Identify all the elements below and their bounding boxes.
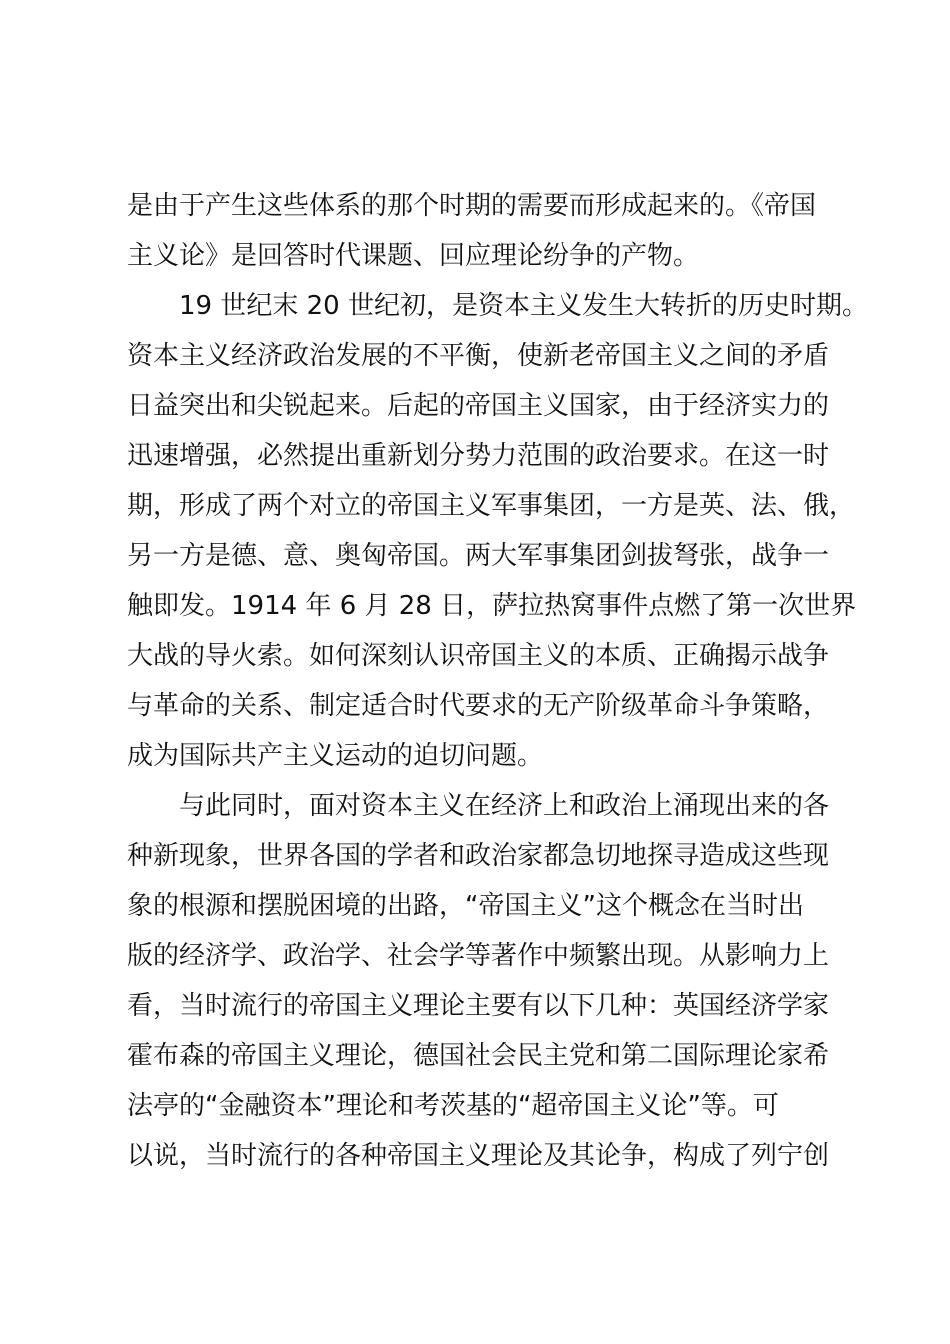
text-line: 种新现象，世界各国的学者和政治家都急切地探寻造成这些现 bbox=[127, 841, 830, 871]
text-line: 看，当时流行的帝国主义理论主要有以下几种：英国经济学家 bbox=[127, 991, 830, 1021]
paragraph-start-line: 19 世纪末 20 世纪初，是资本主义发生大转折的历史时期。 bbox=[179, 291, 868, 321]
text-line: 霍布森的帝国主义理论，德国社会民主党和第二国际理论家希 bbox=[127, 1041, 830, 1071]
paragraph-start-line: 与此同时，面对资本主义在经济上和政治上涌现出来的各 bbox=[179, 791, 830, 821]
text-line: 版的经济学、政治学、社会学等著作中频繁出现。从影响力上 bbox=[127, 941, 830, 971]
text-line: 大战的导火索。如何深刻认识帝国主义的本质、正确揭示战争 bbox=[127, 641, 830, 671]
text-line: 另一方是德、意、奥匈帝国。两大军事集团剑拔弩张，战争一 bbox=[127, 541, 830, 571]
text-line: 以说，当时流行的各种帝国主义理论及其论争，构成了列宁创 bbox=[127, 1141, 830, 1171]
text-line: 资本主义经济政治发展的不平衡，使新老帝国主义之间的矛盾 bbox=[127, 341, 830, 371]
text-line: 是由于产生这些体系的那个时期的需要而形成起来的。《帝国 bbox=[127, 191, 817, 221]
body-text bbox=[127, 181, 868, 1181]
text-line: 与革命的关系、制定适合时代要求的无产阶级革命斗争策略， bbox=[127, 691, 830, 721]
text-line: 迅速增强，必然提出重新划分势力范围的政治要求。在这一时 bbox=[127, 441, 830, 471]
text-line: 象的根源和摆脱困境的出路，“帝国主义”这个概念在当时出 bbox=[127, 891, 804, 921]
text-line: 主义论》是回答时代课题、回应理论纷争的产物。 bbox=[127, 241, 700, 271]
text-line: 期，形成了两个对立的帝国主义军事集团，一方是英、法、俄， bbox=[127, 491, 856, 521]
text-line: 成为国际共产主义运动的迫切问题。 bbox=[127, 741, 544, 771]
text-line: 法亭的“金融资本”理论和考茨基的“超帝国主义论”等。可 bbox=[127, 1091, 779, 1121]
text-line: 日益突出和尖锐起来。后起的帝国主义国家，由于经济实力的 bbox=[127, 391, 830, 421]
text-line: 触即发。1914 年 6 月 28 日，萨拉热窝事件点燃了第一次世界 bbox=[127, 591, 857, 621]
